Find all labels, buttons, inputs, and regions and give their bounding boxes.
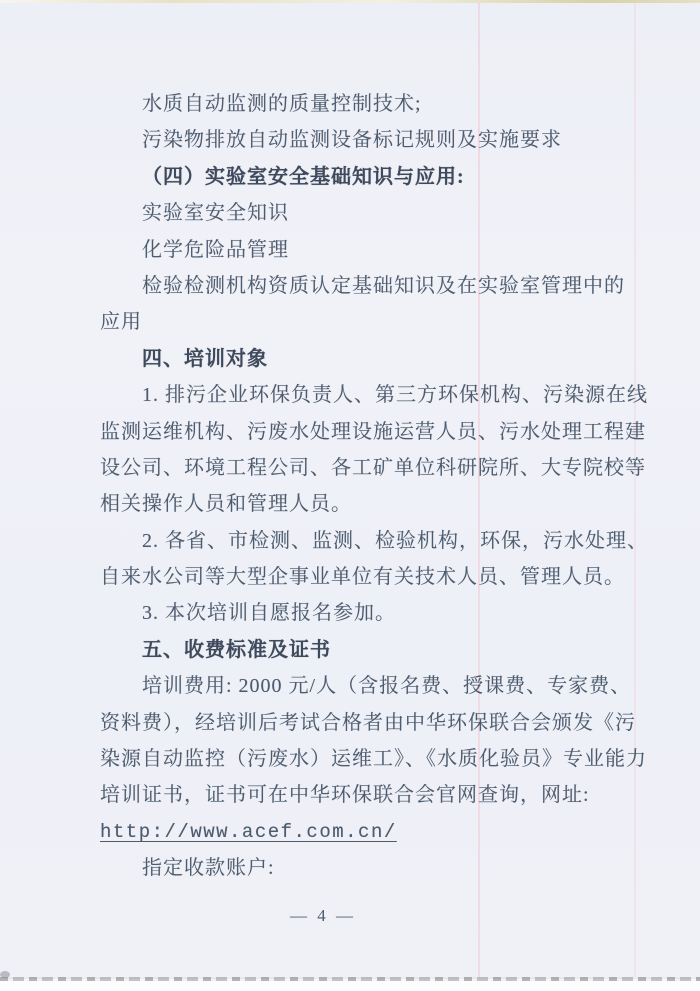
scanner-streak-pink (634, 3, 636, 977)
text-line: 3. 本次培训自愿报名参加。 (142, 602, 396, 625)
document-url-link[interactable]: http://www.acef.com.cn/ (100, 820, 397, 843)
section-heading-training-targets: 四、培训对象 (142, 347, 268, 370)
text-line: 设公司、环境工程公司、各工矿单位科研院所、大专院校等 (100, 456, 646, 479)
text-line: 自来水公司等大型企事业单位有关技术人员、管理人员。 (100, 566, 625, 589)
text-line: 1. 排污企业环保负责人、第三方环保机构、污染源在线 (142, 384, 648, 407)
text-line: 资料费），经培训后考试合格者由中华环保联合会颁发《污 (100, 711, 636, 734)
subsection-heading-lab-safety: （四）实验室安全基础知识与应用: (142, 165, 465, 188)
document-body (100, 86, 648, 887)
text-line: 应用 (100, 311, 142, 334)
section-heading-fees-certificates: 五、收费标准及证书 (142, 638, 331, 661)
text-line: 指定收款账户: (142, 857, 275, 880)
text-line: 污染物排放自动监测设备标记规则及实施要求 (142, 129, 562, 152)
text-line: 染源自动监控（污废水）运维工》、《水质化验员》专业能力 (100, 748, 647, 771)
top-scan-edge (0, 0, 700, 3)
text-line: 检验检测机构资质认定基础知识及在实验室管理中的 (142, 274, 625, 297)
page-number: — 4 — (290, 906, 356, 925)
text-line: 化学危险品管理 (142, 238, 289, 261)
scan-corner-artifact (0, 971, 10, 978)
text-line: 培训证书，证书可在中华环保联合会官网查询，网址: (100, 784, 590, 807)
text-line: 水质自动监测的质量控制技术; (142, 93, 422, 115)
text-line: 监测运维机构、污废水处理设施运营人员、污水处理工程建 (100, 420, 646, 443)
text-line: 2. 各省、市检测、监测、检验机构，环保，污水处理、 (142, 529, 648, 552)
text-line: 相关操作人员和管理人员。 (100, 493, 352, 516)
text-line: 实验室安全知识 (142, 202, 289, 225)
text-line: 培训费用: 2000 元/人（含报名费、授课费、专家费、 (142, 675, 632, 698)
scan-background-strip (0, 981, 700, 991)
